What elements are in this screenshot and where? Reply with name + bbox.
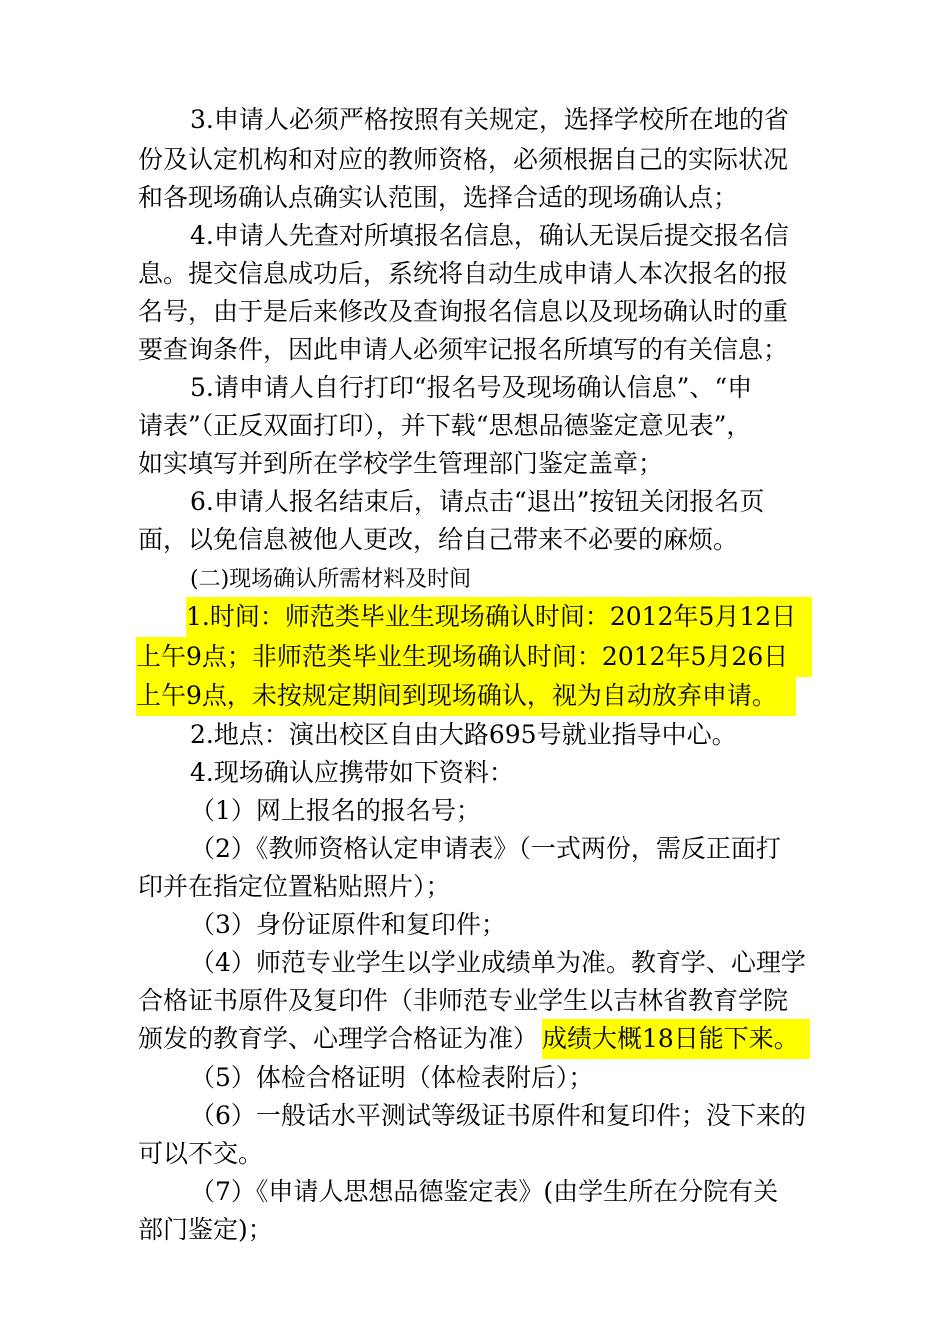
highlighted-line: 1.时间：师范类毕业生现场确认时间：2012年5月12日 xyxy=(186,597,812,637)
material-item-2: （2）《教师资格认定申请表》（一式两份，需反正面打 xyxy=(190,834,781,863)
material-item-7: （7）《申请人思想品德鉴定表》(由学生所在分院有关 xyxy=(190,1177,779,1206)
highlighted-note: 成绩大概18日能下来。 xyxy=(542,1019,810,1059)
paragraph-line: 和各现场确认点确实认范围，选择合适的现场确认点； xyxy=(138,183,739,212)
highlighted-line: 上午9点；非师范类毕业生现场确认时间：2012年5月26日 xyxy=(136,637,812,677)
paragraph-item-6: 6.申请人报名结束后，请点击“退出”按钮关闭报名页 xyxy=(190,487,765,516)
paragraph-item-5: 5.请申请人自行打印“报名号及现场确认信息”、“申 xyxy=(190,373,753,402)
paragraph-item-4: 4.申请人先查对所填报名信息，确认无误后提交报名信 xyxy=(190,221,789,250)
paragraph-line: 面，以免信息被他人更改，给自己带来不必要的麻烦。 xyxy=(138,525,739,554)
paragraph-line: 印并在指定位置粘贴照片）； xyxy=(138,872,451,901)
paragraph-line: 可以不交。 xyxy=(138,1139,264,1168)
paragraph-item-3: 3.申请人必须严格按照有关规定，选择学校所在地的省 xyxy=(190,105,789,134)
paragraph-line: 如实填写并到所在学校学生管理部门鉴定盖章； xyxy=(138,449,664,478)
paragraph-line: 颁发的教育学、心理学合格证为准） xyxy=(138,1024,539,1053)
paragraph-line: 要查询条件，因此申请人必须牢记报名所填写的有关信息； xyxy=(138,335,789,364)
paragraph-line: 份及认定机构和对应的教师资格，必须根据自己的实际状况 xyxy=(138,145,789,174)
paragraph-line: 息。提交信息成功后，系统将自动生成申请人本次报名的报 xyxy=(138,259,789,288)
location-line: 2.地点：演出校区自由大路695号就业指导中心。 xyxy=(190,720,737,749)
paragraph-line: 部门鉴定)； xyxy=(138,1215,273,1244)
material-item-5: （5）体检合格证明（体检表附后）； xyxy=(190,1063,594,1092)
section-heading: (二)现场确认所需材料及时间 xyxy=(190,567,472,592)
material-item-1: （1）网上报名的报名号； xyxy=(190,796,481,825)
material-item-6: （6）一般话水平测试等级证书原件和复印件；没下来的 xyxy=(190,1101,806,1130)
material-item-3: （3）身份证原件和复印件； xyxy=(190,910,506,939)
highlighted-line: 上午9点，未按规定期间到现场确认，视为自动放弃申请。 xyxy=(136,676,796,716)
materials-heading: 4.现场确认应携带如下资料： xyxy=(190,758,514,787)
paragraph-line: 请表”（正反双面打印），并下载“思想品德鉴定意见表”， xyxy=(138,411,752,440)
paragraph-line: 合格证书原件及复印件（非师范专业学生以吉林省教育学院 xyxy=(138,986,789,1015)
material-item-4: （4）师范专业学生以学业成绩单为准。教育学、心理学 xyxy=(190,948,806,977)
paragraph-line: 名号，由于是后来修改及查询报名信息以及现场确认时的重 xyxy=(138,297,789,326)
